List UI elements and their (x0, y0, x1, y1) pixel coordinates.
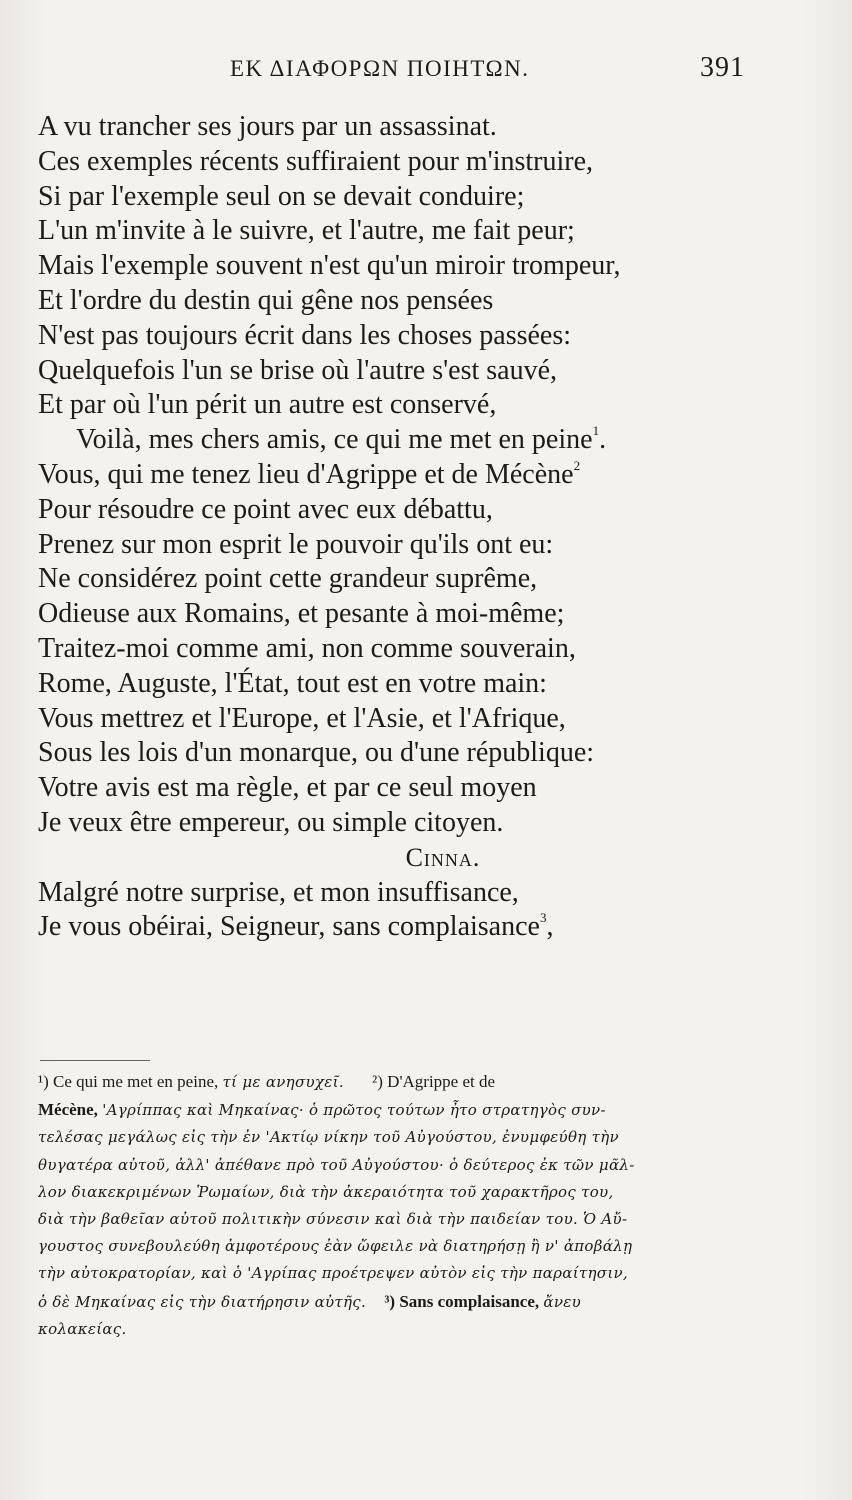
footnote-line: κολακείας. (38, 1319, 127, 1338)
footnote-marker: 1 (592, 423, 600, 439)
verse-line: Vous mettrez et l'Europe, et l'Asie, et l'Afrique, (38, 702, 566, 734)
verse-block (38, 110, 828, 945)
verse-line: Prenez sur mon esprit le pouvoir qu'ils ont eu: (38, 528, 554, 560)
running-title: ΕΚ ΔΙΑΦΟΡΩΝ ΠΟΙΗΤΩΝ. (230, 56, 530, 81)
running-head (0, 52, 852, 92)
verse-line: Je veux être empereur, ou simple citoyen. (38, 806, 504, 838)
verse-line: Mais l'exemple souvent n'est qu'un miroir trompeur, (38, 250, 621, 282)
verse-line: Ne considérez point cette grandeur suprême, (38, 563, 538, 595)
verse-line: Ces exemples récents suffiraient pour m'instruire, (38, 145, 594, 177)
speaker-name: Cinna. (405, 842, 481, 872)
verse-line: Odieuse aux Romains, et pesante à moi-même; (38, 598, 565, 630)
footnote-line: ὁ δὲ Μηκαίνας εἰς τὴν διατήρησιν αὐτῆς. ³) Sans complaisance, ἄνευ (38, 1291, 582, 1311)
footnote-line: γουστος συνεβουλεύθη ἀμφοτέρους ἐὰν ὤφειλε νὰ διατηρήσῃ ἢ ν' ἀποβάλῃ (38, 1237, 633, 1256)
page-number: 391 (700, 52, 745, 83)
footnote-line: Mécène, 'Αγρίππας καὶ Μηκαίνας· ὁ πρῶτος τούτων ἦτο στρατηγὸς συν- (38, 1100, 606, 1120)
verse-line: Sous les lois d'un monarque, ou d'une république: (38, 737, 595, 769)
footnote-line: ¹) Ce qui me met en peine, τί με ανησυχεῖ. ²) D'Agrippe et de (38, 1072, 496, 1091)
verse-line: Et par où l'un périt un autre est conservé, (38, 389, 497, 421)
footnote-rule (40, 1060, 150, 1061)
verse-line: L'un m'invite à le suivre, et l'autre, me fait peur; (38, 215, 575, 247)
footnote-line: λον διακεκριμένων Ῥωμαίων, διὰ τὴν ἀκεραιότητα τοῦ χαρακτῆρος του, (38, 1182, 614, 1201)
verse-line: Pour résoudre ce point avec eux débattu, (38, 493, 493, 525)
verse-line: Vous, qui me tenez lieu d'Agrippe et de Mécène$^2$ (38, 457, 581, 490)
verse-line: Traitez-moi comme ami, non comme souverain, (38, 632, 576, 664)
footnote-marker: 3 (539, 910, 547, 926)
verse-line: Votre avis est ma règle, et par ce seul moyen (38, 772, 537, 804)
verse-line: Voilà, mes chers amis, ce qui me met en peine$^1$. (76, 423, 607, 456)
verse-line: Et l'ordre du destin qui gêne nos pensées (38, 284, 494, 316)
verse-line: Malgré notre surprise, et mon insuffisance, (38, 876, 519, 908)
footnotes (38, 1068, 820, 1343)
verse-line: Si par l'exemple seul on se devait conduire; (38, 180, 525, 212)
footnote-marker: 2 (573, 457, 581, 473)
verse-line: Rome, Auguste, l'État, tout est en votre main: (38, 667, 547, 699)
verse-line: A vu trancher ses jours par un assassinat. (38, 111, 497, 142)
footnote-line: τὴν αὐτοκρατορίαν, καὶ ὁ 'Αγρίπας προέτρεψεν αὐτὸν εἰς τὴν παραίτησιν, (38, 1264, 629, 1283)
footnote-line: θυγατέρα αὐτοῦ, ἀλλ' ἀπέθανε πρὸ τοῦ Αὐγούστου· ὁ δεύτερος ἐκ τῶν μᾶλ- (38, 1155, 635, 1174)
verse-line: Quelquefois l'un se brise où l'autre s'est sauvé, (38, 354, 558, 386)
verse-line: N'est pas toujours écrit dans les choses passées: (38, 319, 572, 351)
footnote-line: διὰ τὴν βαθεῖαν αὐτοῦ πολιτικὴν σύνεσιν καὶ διὰ τὴν παιδείαν του. Ὁ Αὔ- (38, 1210, 628, 1229)
verse-line: Je vous obéirai, Seigneur, sans complaisance$^3$, (38, 910, 554, 943)
footnote-line: τελέσας μεγάλως εἰς τὴν ἐν 'Ακτίῳ νίκην τοῦ Αὐγούστου, ἐνυμφεύθη τὴν (38, 1128, 619, 1147)
